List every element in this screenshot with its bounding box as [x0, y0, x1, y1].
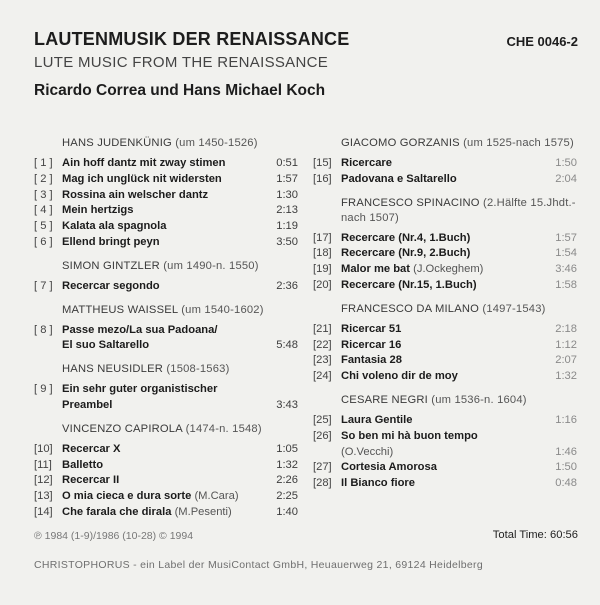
- composer-group: [34, 136, 298, 251]
- track-row: [34, 235, 298, 251]
- track-duration: 1:57: [276, 172, 298, 185]
- track-row: [313, 338, 577, 354]
- composer-name: GIACOMO GORZANIS: [341, 137, 460, 149]
- track-number: [ 1 ]: [34, 157, 53, 169]
- track-row: [34, 338, 298, 354]
- track-row: [313, 278, 577, 294]
- track-number: [ 4 ]: [34, 204, 53, 217]
- track-attribution: (M.Cara): [194, 490, 239, 503]
- track-number: [27]: [313, 461, 332, 474]
- track-title: Padovana e Saltarello: [341, 172, 457, 185]
- track-row: [34, 489, 298, 505]
- track-title: Recercar II: [62, 474, 120, 487]
- track-duration: 1:46: [555, 445, 577, 458]
- track-row: [34, 505, 298, 521]
- performers: Ricardo Correa und Hans Michael Koch: [34, 82, 326, 99]
- composer-name: FRANCESCO DA MILANO: [341, 302, 480, 315]
- track-row: [313, 231, 577, 247]
- composer-heading: [341, 196, 577, 226]
- track-number: [13]: [34, 490, 53, 503]
- track-duration: 1:40: [276, 505, 298, 518]
- track-duration: 1:12: [555, 338, 577, 351]
- track-row: [313, 246, 577, 262]
- track-number: [ 5 ]: [34, 220, 53, 233]
- track-number: [11]: [34, 458, 52, 471]
- composer-name: MATTHEUS WAISSEL: [62, 303, 178, 316]
- track-number: [12]: [34, 474, 53, 487]
- composer-group: [34, 422, 298, 521]
- total-time-label: Total Time:: [492, 529, 547, 541]
- composer-heading: [62, 259, 298, 274]
- track-duration: 2:13: [276, 204, 298, 217]
- composer-name: VINCENZO CAPIROLA: [62, 422, 183, 435]
- track-title: Recercar segondo: [62, 279, 160, 292]
- composer-heading: [62, 362, 298, 377]
- tracklist-right-column: [313, 136, 577, 500]
- composer-group: [34, 303, 298, 355]
- track-attribution: (O.Vecchi): [341, 445, 394, 458]
- composer-heading: [62, 303, 298, 318]
- track-duration: 2:18: [555, 322, 577, 335]
- track-duration: 0:48: [555, 477, 577, 490]
- track-title: Malor me bat: [341, 263, 411, 276]
- track-number: [ 8 ]: [34, 323, 53, 336]
- track-number: [15]: [313, 157, 332, 169]
- track-duration: 1:54: [555, 247, 577, 260]
- track-title: Laura Gentile: [341, 413, 413, 426]
- track-row: [34, 442, 298, 458]
- composer-dates: (1497-1543): [482, 302, 546, 315]
- track-duration: 2:25: [276, 490, 298, 503]
- track-number: [10]: [34, 442, 53, 455]
- composer-group: [34, 259, 298, 295]
- track-title: Rossina ain welscher dantz: [62, 188, 209, 201]
- track-duration: 1:19: [276, 220, 298, 233]
- track-title: Preambel: [62, 398, 113, 411]
- track-title: Ellend bringt peyn: [62, 235, 160, 248]
- composer-heading: [62, 136, 298, 151]
- album-title: LAUTENMUSIK DER RENAISSANCE: [34, 29, 350, 49]
- track-title: Ain hoff dantz mit zway stimen: [62, 157, 226, 169]
- track-title: Recercare (Nr.9, 2.Buch): [341, 247, 471, 260]
- track-row: [313, 460, 577, 476]
- tracklist-left-column: [34, 136, 298, 529]
- composer-group: [313, 302, 577, 385]
- track-row: [34, 458, 298, 474]
- composer-name: HANS JUDENKÜNIG: [62, 137, 172, 149]
- track-row: [34, 398, 298, 414]
- track-number: [26]: [313, 429, 332, 442]
- track-title: Che farala che dirala: [62, 505, 172, 518]
- track-duration: 3:46: [555, 263, 577, 276]
- track-row: [313, 322, 577, 338]
- composer-name: SIMON GINTZLER: [62, 259, 160, 272]
- composer-heading: [341, 136, 577, 151]
- track-row: [34, 382, 298, 398]
- track-attribution: (J.Ockeghem): [413, 263, 484, 276]
- composer-dates: (2.Hälfte 15.Jhdt.-nach 1507): [341, 196, 576, 224]
- track-title: Mein hertzigs: [62, 204, 134, 217]
- composer-dates: (um 1536-n. 1604): [431, 393, 527, 406]
- track-duration: 3:43: [276, 398, 298, 411]
- track-row: [34, 323, 298, 339]
- track-title: Balletto: [62, 458, 104, 471]
- track-row: [313, 262, 577, 278]
- track-duration: 3:50: [276, 235, 298, 248]
- track-title: Cortesia Amorosa: [341, 461, 437, 474]
- track-title: Ein sehr guter organistischer: [62, 383, 218, 396]
- track-row: [313, 353, 577, 369]
- track-row: [313, 429, 577, 445]
- track-number: [19]: [313, 263, 332, 276]
- composer-name: HANS NEUSIDLER: [62, 363, 164, 376]
- composer-name: CESARE NEGRI: [341, 393, 428, 406]
- track-attribution: (M.Pesenti): [174, 505, 232, 518]
- track-number: [16]: [313, 172, 332, 185]
- track-number: [14]: [34, 505, 53, 518]
- track-duration: 2:04: [555, 172, 577, 185]
- track-title: Il Bianco fiore: [341, 477, 415, 490]
- total-time: [493, 529, 578, 541]
- composer-dates: (um 1450-1526): [175, 137, 258, 149]
- track-number: [24]: [313, 370, 332, 383]
- track-number: [21]: [313, 322, 332, 335]
- track-row: [34, 156, 298, 172]
- track-row: [34, 279, 298, 295]
- track-number: [17]: [313, 231, 332, 244]
- track-title: Ricercar 16: [341, 338, 402, 351]
- track-title: O mia cieca e dura sorte: [62, 490, 192, 503]
- track-number: [23]: [313, 354, 332, 367]
- track-row: [313, 172, 577, 188]
- composer-group: [313, 136, 577, 188]
- track-number: [ 6 ]: [34, 235, 53, 248]
- track-duration: 1:16: [555, 413, 577, 426]
- track-row: [313, 476, 577, 492]
- track-title: Passe mezo/La sua Padoana/: [62, 323, 218, 336]
- composer-dates: (1474-n. 1548): [185, 422, 262, 435]
- track-duration: 2:36: [276, 279, 298, 292]
- track-duration: 1:50: [555, 461, 577, 474]
- track-duration: 2:07: [555, 354, 577, 367]
- track-number: [20]: [313, 278, 332, 291]
- composer-dates: (um 1490-n. 1550): [163, 259, 259, 272]
- catalog-number: CHE 0046-2: [506, 34, 578, 49]
- track-number: [28]: [313, 477, 332, 490]
- track-duration: 1:32: [555, 370, 577, 383]
- track-number: [18]: [313, 247, 332, 260]
- track-duration: 5:48: [276, 339, 298, 352]
- label-footer: CHRISTOPHORUS - ein Label der MusiContact GmbH, Heuauerweg 21, 69124 Heidelberg: [34, 559, 483, 571]
- track-title: Chi voleno dir de moy: [341, 370, 458, 383]
- track-number: [22]: [313, 338, 332, 351]
- track-row: [313, 156, 577, 172]
- composer-name: FRANCESCO SPINACINO: [341, 196, 480, 209]
- composer-dates: (um 1525-nach 1575): [463, 137, 574, 149]
- track-number: [ 3 ]: [34, 188, 53, 201]
- track-duration: 1:50: [555, 157, 577, 169]
- composer-group: [34, 362, 298, 414]
- track-row: [313, 413, 577, 429]
- track-title: Kalata ala spagnola: [62, 220, 167, 233]
- track-duration: 1:57: [555, 231, 577, 244]
- track-row: [34, 188, 298, 204]
- composer-group: [313, 393, 577, 492]
- track-title: Mag ich unglück nit widersten: [62, 172, 222, 185]
- track-title: Recercare (Nr.4, 1.Buch): [341, 231, 471, 244]
- track-title: Recercar X: [62, 442, 121, 455]
- track-row: [34, 473, 298, 489]
- track-row: [313, 445, 577, 461]
- track-title: So ben mi hà buon tempo: [341, 429, 478, 442]
- track-duration: 1:30: [276, 188, 298, 201]
- composer-group: [313, 196, 577, 294]
- track-title: El suo Saltarello: [62, 339, 150, 352]
- track-duration: 0:51: [276, 157, 298, 169]
- track-duration: 1:05: [276, 442, 298, 455]
- composer-heading: [62, 422, 298, 437]
- composer-dates: (um 1540-1602): [181, 303, 264, 316]
- track-row: [34, 203, 298, 219]
- track-number: [ 2 ]: [34, 172, 53, 185]
- track-number: [ 7 ]: [34, 279, 53, 292]
- total-time-value: 60:56: [550, 529, 578, 541]
- album-subtitle: LUTE MUSIC FROM THE RENAISSANCE: [34, 54, 329, 71]
- track-title: Recercare (Nr.15, 1.Buch): [341, 278, 477, 291]
- track-title: Fantasia 28: [341, 354, 402, 367]
- track-row: [34, 172, 298, 188]
- composer-heading: [341, 302, 577, 317]
- track-row: [313, 369, 577, 385]
- track-duration: 2:26: [276, 474, 298, 487]
- track-row: [34, 219, 298, 235]
- track-title: Ricercare: [341, 157, 393, 169]
- composer-heading: [341, 393, 577, 408]
- track-duration: 1:32: [276, 458, 298, 471]
- track-number: [ 9 ]: [34, 383, 53, 396]
- copyright-line: ℗ 1984 (1-9)/1986 (10-28) © 1994: [34, 530, 194, 542]
- track-title: Ricercar 51: [341, 322, 402, 335]
- composer-dates: (1508-1563): [166, 363, 230, 376]
- track-number: [25]: [313, 413, 332, 426]
- track-duration: 1:58: [555, 278, 577, 291]
